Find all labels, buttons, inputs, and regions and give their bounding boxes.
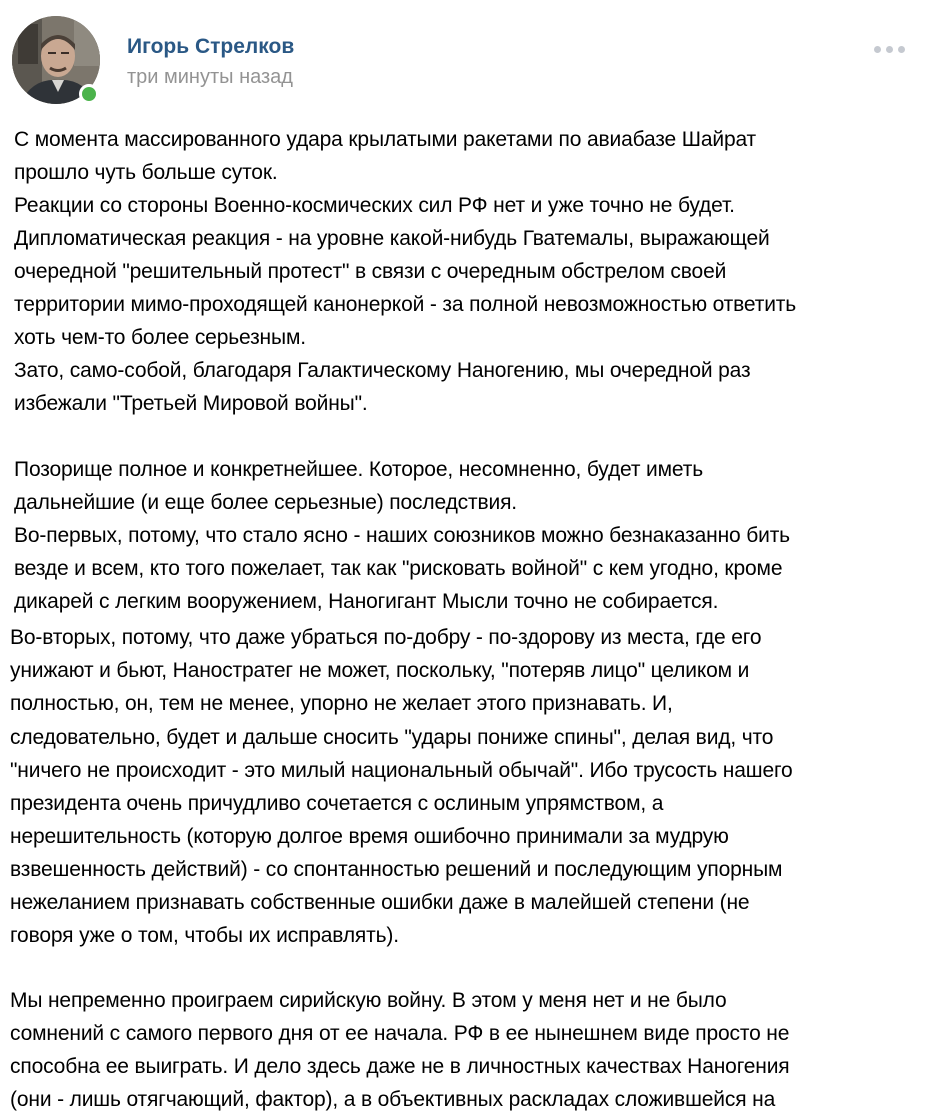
post-text-line: Реакции со стороны Военно-космических сил РФ нет и уже точно не будет. (14, 194, 735, 217)
post-text-line: полностью, он, тем не менее, упорно не желает этого признавать. И, (10, 692, 673, 715)
post-text-line: Мы непременно проиграем сирийскую войну. В этом у меня нет и не было (10, 989, 727, 1012)
post-text-line: хоть чем-то более серьезным. (14, 326, 306, 349)
post-text-line: территории мимо-проходящей канонеркой - за полной невозможностью ответить (14, 293, 797, 316)
author-name[interactable]: Игорь Стрелков (127, 35, 295, 58)
post-text-line: сомнений с самого первого дня от ее начала. РФ в ее нынешнем виде просто не (10, 1022, 790, 1045)
post-text-line: избежали "Третьей Мировой войны". (14, 392, 368, 415)
post-text-line: говоря уже о том, чтобы их исправлять). (10, 924, 399, 947)
post-text-line: Во-вторых, потому, что даже убраться по-добру - по-здорову из места, где его (10, 626, 762, 649)
post-text-line: прошло чуть больше суток. (14, 161, 278, 184)
post-text-line: Позорище полное и конкретнейшее. Которое, несомненно, будет иметь (14, 458, 704, 481)
post-text-line: Зато, само-собой, благодаря Галактическому Наногению, мы очередной раз (14, 359, 751, 382)
post-text-line: нежеланием признавать собственные ошибки даже в малейшей степени (не (10, 891, 750, 914)
post-text-line: Во-первых, потому, что стало ясно - наших союзников можно безнаказанно бить (14, 524, 790, 547)
post-text-line: везде и всем, кто того пожелает, так как "рисковать войной" с кем угодно, кроме (14, 557, 783, 580)
post-text-line: Дипломатическая реакция - на уровне какой-нибудь Гватемалы, выражающей (14, 227, 770, 250)
post-text-line: нерешительность (которую долгое время ошибочно принимали за мудрую (10, 825, 729, 848)
post-text-line: (они - лишь отягчающий, фактор), а в объективных раскладах сложившейся на (10, 1088, 776, 1111)
post-text-line: президента очень причудливо сочетается с ослиным упрямством, а (10, 792, 664, 815)
post-text-line: С момента массированного удара крылатыми ракетами по авиабазе Шайрат (14, 128, 757, 151)
post-time[interactable]: три минуты назад (127, 66, 293, 88)
post-text-line: "ничего не происходит - это милый национальный обычай". Ибо трусость нашего (10, 759, 793, 782)
post-text-line: очередной "решительный протест" в связи с очередным обстрелом своей (14, 260, 727, 283)
post-text-line: унижают и бьют, Наностратег не может, поскольку, "потеряв лицо" целиком и (10, 659, 750, 682)
post-text-line: дальнейшие (и еще более серьезные) последствия. (14, 491, 517, 514)
post-text-line: дикарей с легким вооружением, Наногигант Мысли точно не собирается. (14, 590, 719, 613)
post-text-line: следовательно, будет и дальше сносить "удары пониже спины", делая вид, что (10, 726, 774, 749)
post-text-line: способна ее выиграть. И дело здесь даже не в личностных качествах Наногения (10, 1055, 790, 1078)
post-text-line: взвешенность действий) - со спонтанностью решений и последующим упорным (10, 858, 783, 881)
